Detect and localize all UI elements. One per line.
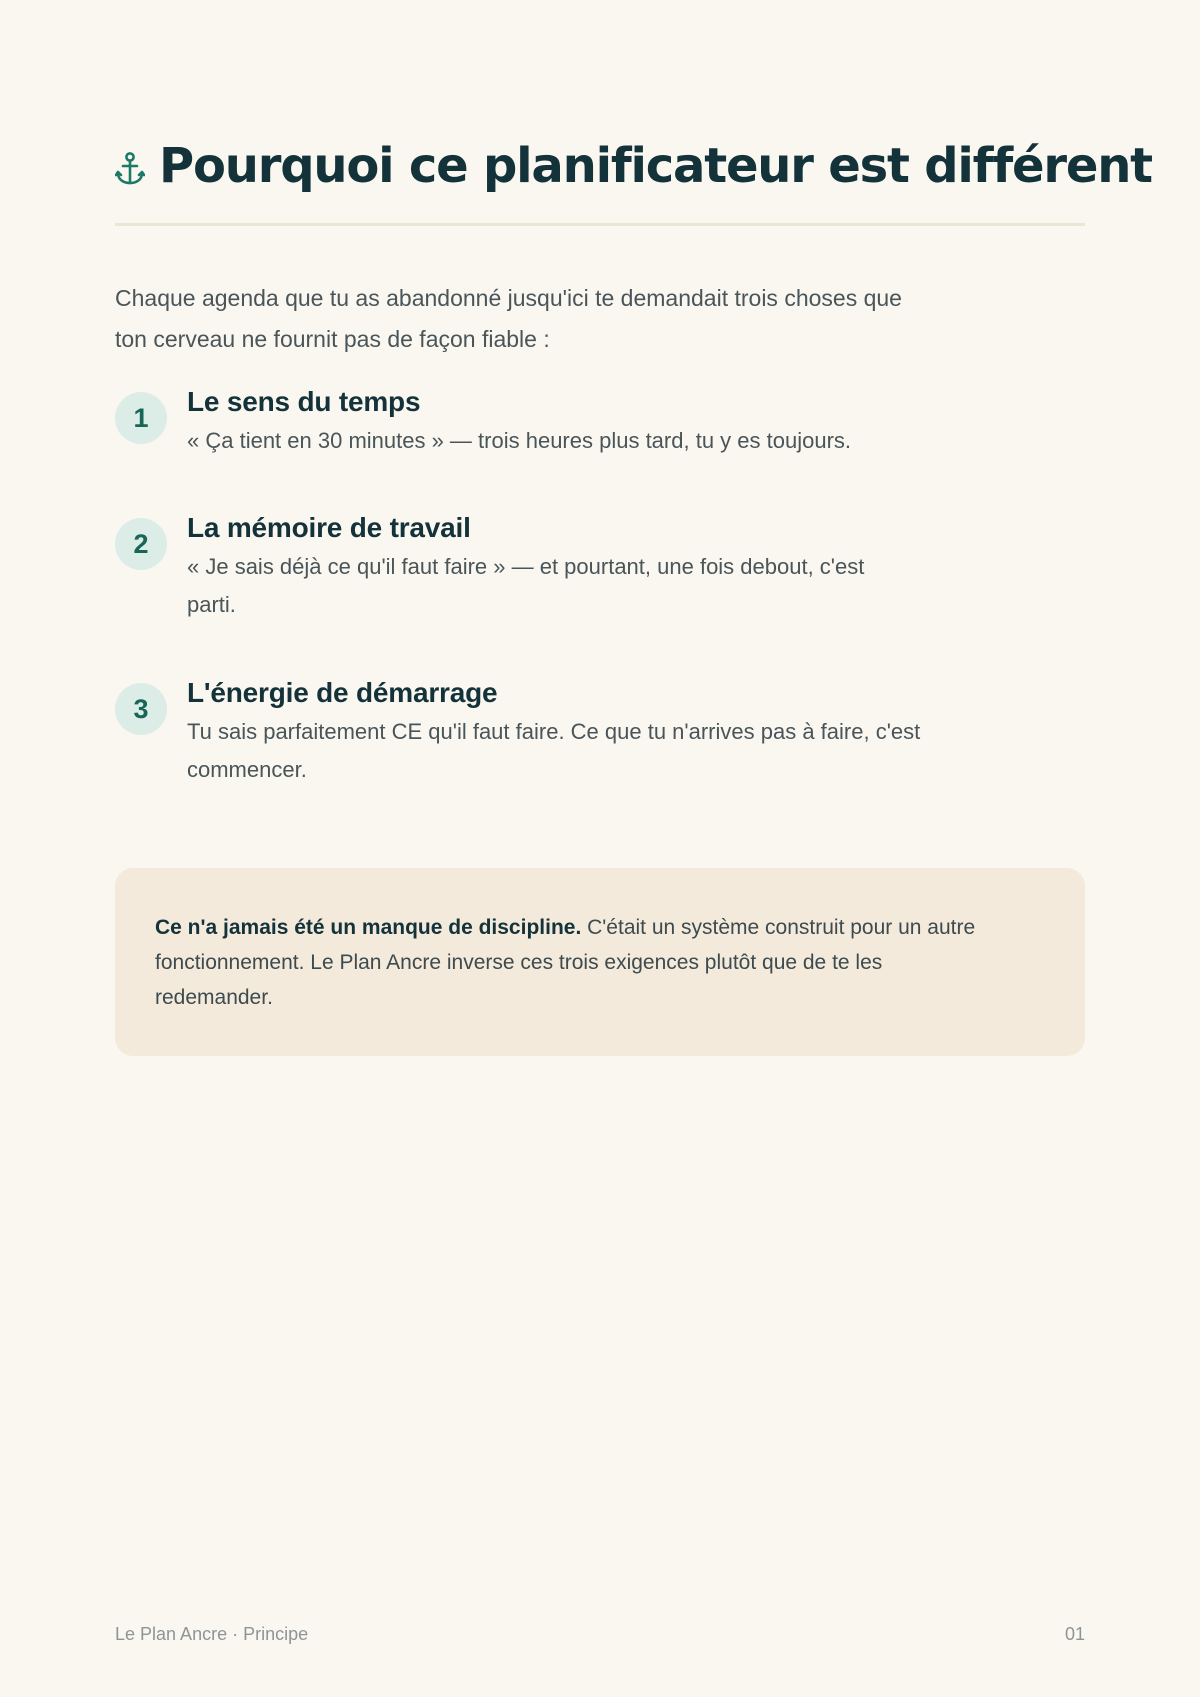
title-section: [115, 138, 1152, 226]
number-badge: 1: [115, 392, 167, 444]
list-item-body: [187, 675, 967, 789]
list-item-text: [187, 713, 967, 789]
intro-line: ton cerveau ne fournit pas de façon fiable :: [115, 326, 550, 352]
list-item-title: La mémoire de travail: [187, 512, 471, 543]
callout-box: [115, 868, 1085, 1056]
list-item-text: « Ça tient en 30 minutes » — trois heures plus tard, tu y es toujours.: [187, 428, 852, 454]
list-item-text-line: « Je sais déjà ce qu'il faut faire » — et pourtant, une fois debout, c'est: [187, 554, 865, 580]
anchor-icon: [115, 149, 145, 189]
list-item-body: [187, 510, 967, 624]
page-title: Pourquoi ce planificateur est différent: [159, 138, 1152, 194]
callout-text-line: fonctionnement. Le Plan Ancre inverse ces trois exigences plutôt que de te les: [155, 951, 883, 974]
list-item-text-line: Tu sais parfaitement CE qu'il faut faire. Ce que tu n'arrives pas à faire, c'est: [187, 719, 921, 745]
list-item-title: L'énergie de démarrage: [187, 677, 498, 708]
title-row: [115, 138, 1152, 194]
list-item-text: [187, 548, 967, 624]
list-item-body: [187, 384, 967, 460]
list-item-title: Le sens du temps: [187, 386, 421, 417]
footer-label: Le Plan Ancre · Principe: [115, 1624, 309, 1644]
number-badge: 2: [115, 518, 167, 570]
intro-paragraph: [115, 278, 975, 360]
callout-text-line: redemander.: [155, 986, 273, 1009]
callout-text-line: C'était un système construit pour un autre: [581, 916, 976, 939]
page-number: 01: [1064, 1624, 1085, 1644]
intro-line: Chaque agenda que tu as abandonné jusqu'ici te demandait trois choses que: [115, 285, 902, 311]
callout-bold-text: Ce n'a jamais été un manque de discipline.: [155, 916, 582, 939]
list-item-text-line: commencer.: [187, 757, 307, 783]
number-badge: 3: [115, 683, 167, 735]
callout-text: [155, 910, 1015, 1015]
page: [115, 0, 1152, 1697]
list-item-text-line: parti.: [187, 592, 236, 618]
